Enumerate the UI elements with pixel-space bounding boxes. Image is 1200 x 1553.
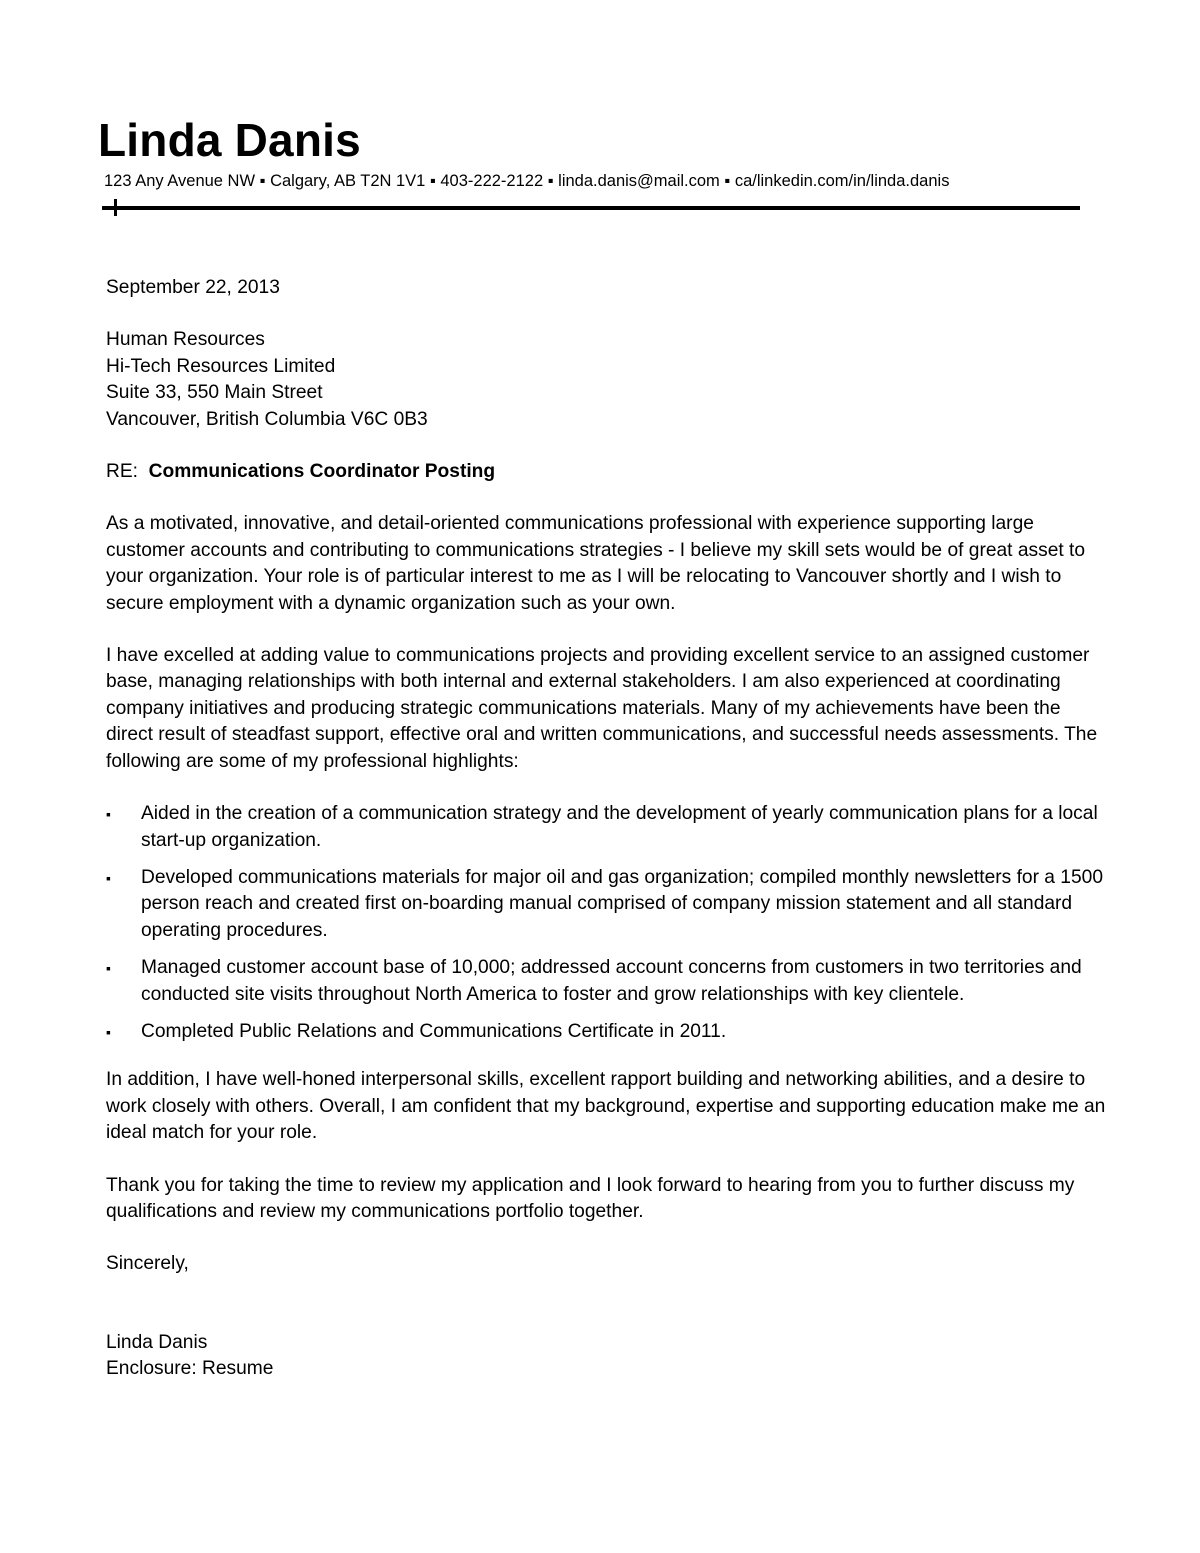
paragraph-skills: In addition, I have well-honed interpersonal skills, excellent rapport building and networking abilities, and a desire to work closely with others. Overall, I am confident that my background, expertise and supporting education make me an ideal match for your role. xyxy=(106,1069,1106,1144)
list-item xyxy=(106,865,1106,944)
recipient-line: Vancouver, British Columbia V6C 0B3 xyxy=(106,408,428,430)
subject-title: Communications Coordinator Posting xyxy=(148,461,496,483)
header-divider xyxy=(102,206,1080,210)
closing-salutation: Sincerely, xyxy=(106,1253,189,1275)
signature-name: Linda Danis xyxy=(106,1331,208,1353)
recipient-line: Human Resources xyxy=(106,329,265,351)
bullet-icon: ▪ xyxy=(106,869,111,886)
paragraph-experience: I have excelled at adding value to communications projects and providing excellent service to an assigned customer base, managing relationships with both internal and external stakeholders. I am also experienced at coordinating company initiatives and producing strategic communications materials. Many of my achievements have been the direct result of steadfast support, effective oral and written communications, and successful needs assessments. The following are some of my professional highlights: xyxy=(106,645,1098,772)
recipient-line: Suite 33, 550 Main Street xyxy=(106,382,323,404)
sender-name: Linda Danis xyxy=(98,114,361,166)
subject-label: RE: xyxy=(106,461,138,483)
highlight-text: Developed communications materials for major oil and gas organization; compiled monthly newsletters for a 1500 person reach and created first on-boarding manual comprised of company mission statement and all standard operating procedures. xyxy=(141,866,1103,941)
letter-body xyxy=(106,275,1106,1383)
paragraph-thanks: Thank you for taking the time to review my application and I look forward to hearing from you to further discuss my qualifications and review my communications portfolio together. xyxy=(106,1174,1075,1222)
letter-date: September 22, 2013 xyxy=(106,277,280,298)
list-item xyxy=(106,955,1106,1008)
sender-contact-line: 123 Any Avenue NW ▪ Calgary, AB T2N 1V1 ▪ 403-222-2122 ▪ linda.danis@mail.com ▪ ca/linkedin.com/in/linda.danis xyxy=(104,172,950,190)
highlight-text: Completed Public Relations and Communications Certificate in 2011. xyxy=(141,1020,727,1042)
paragraph-intro: As a motivated, innovative, and detail-oriented communications professional with experience supporting large customer accounts and contributing to communications strategies - I believe my skill sets would be of great asset to your organization. Your role is of particular interest to me as I will be relocating to Vancouver shortly and I wish to secure employment with a dynamic organization such as your own. xyxy=(106,513,1086,614)
bullet-icon: ▪ xyxy=(106,960,111,977)
recipient-line: Hi-Tech Resources Limited xyxy=(106,355,336,377)
bullet-icon: ▪ xyxy=(106,806,111,823)
header-divider-tick xyxy=(114,199,117,216)
highlight-text: Managed customer account base of 10,000; addressed account concerns from customers in two territories and conducted site visits throughout North America to foster and grow relationships with key clientele. xyxy=(141,957,1082,1005)
subject-line xyxy=(106,459,1106,485)
bullet-icon: ▪ xyxy=(106,1023,111,1040)
recipient-address xyxy=(106,327,1106,433)
enclosure-note: Enclosure: Resume xyxy=(106,1358,274,1380)
highlight-text: Aided in the creation of a communication strategy and the development of yearly communication plans for a local start-up organization. xyxy=(141,803,1098,851)
list-item xyxy=(106,801,1106,854)
highlights-list xyxy=(106,801,1106,1045)
list-item xyxy=(106,1019,1106,1045)
